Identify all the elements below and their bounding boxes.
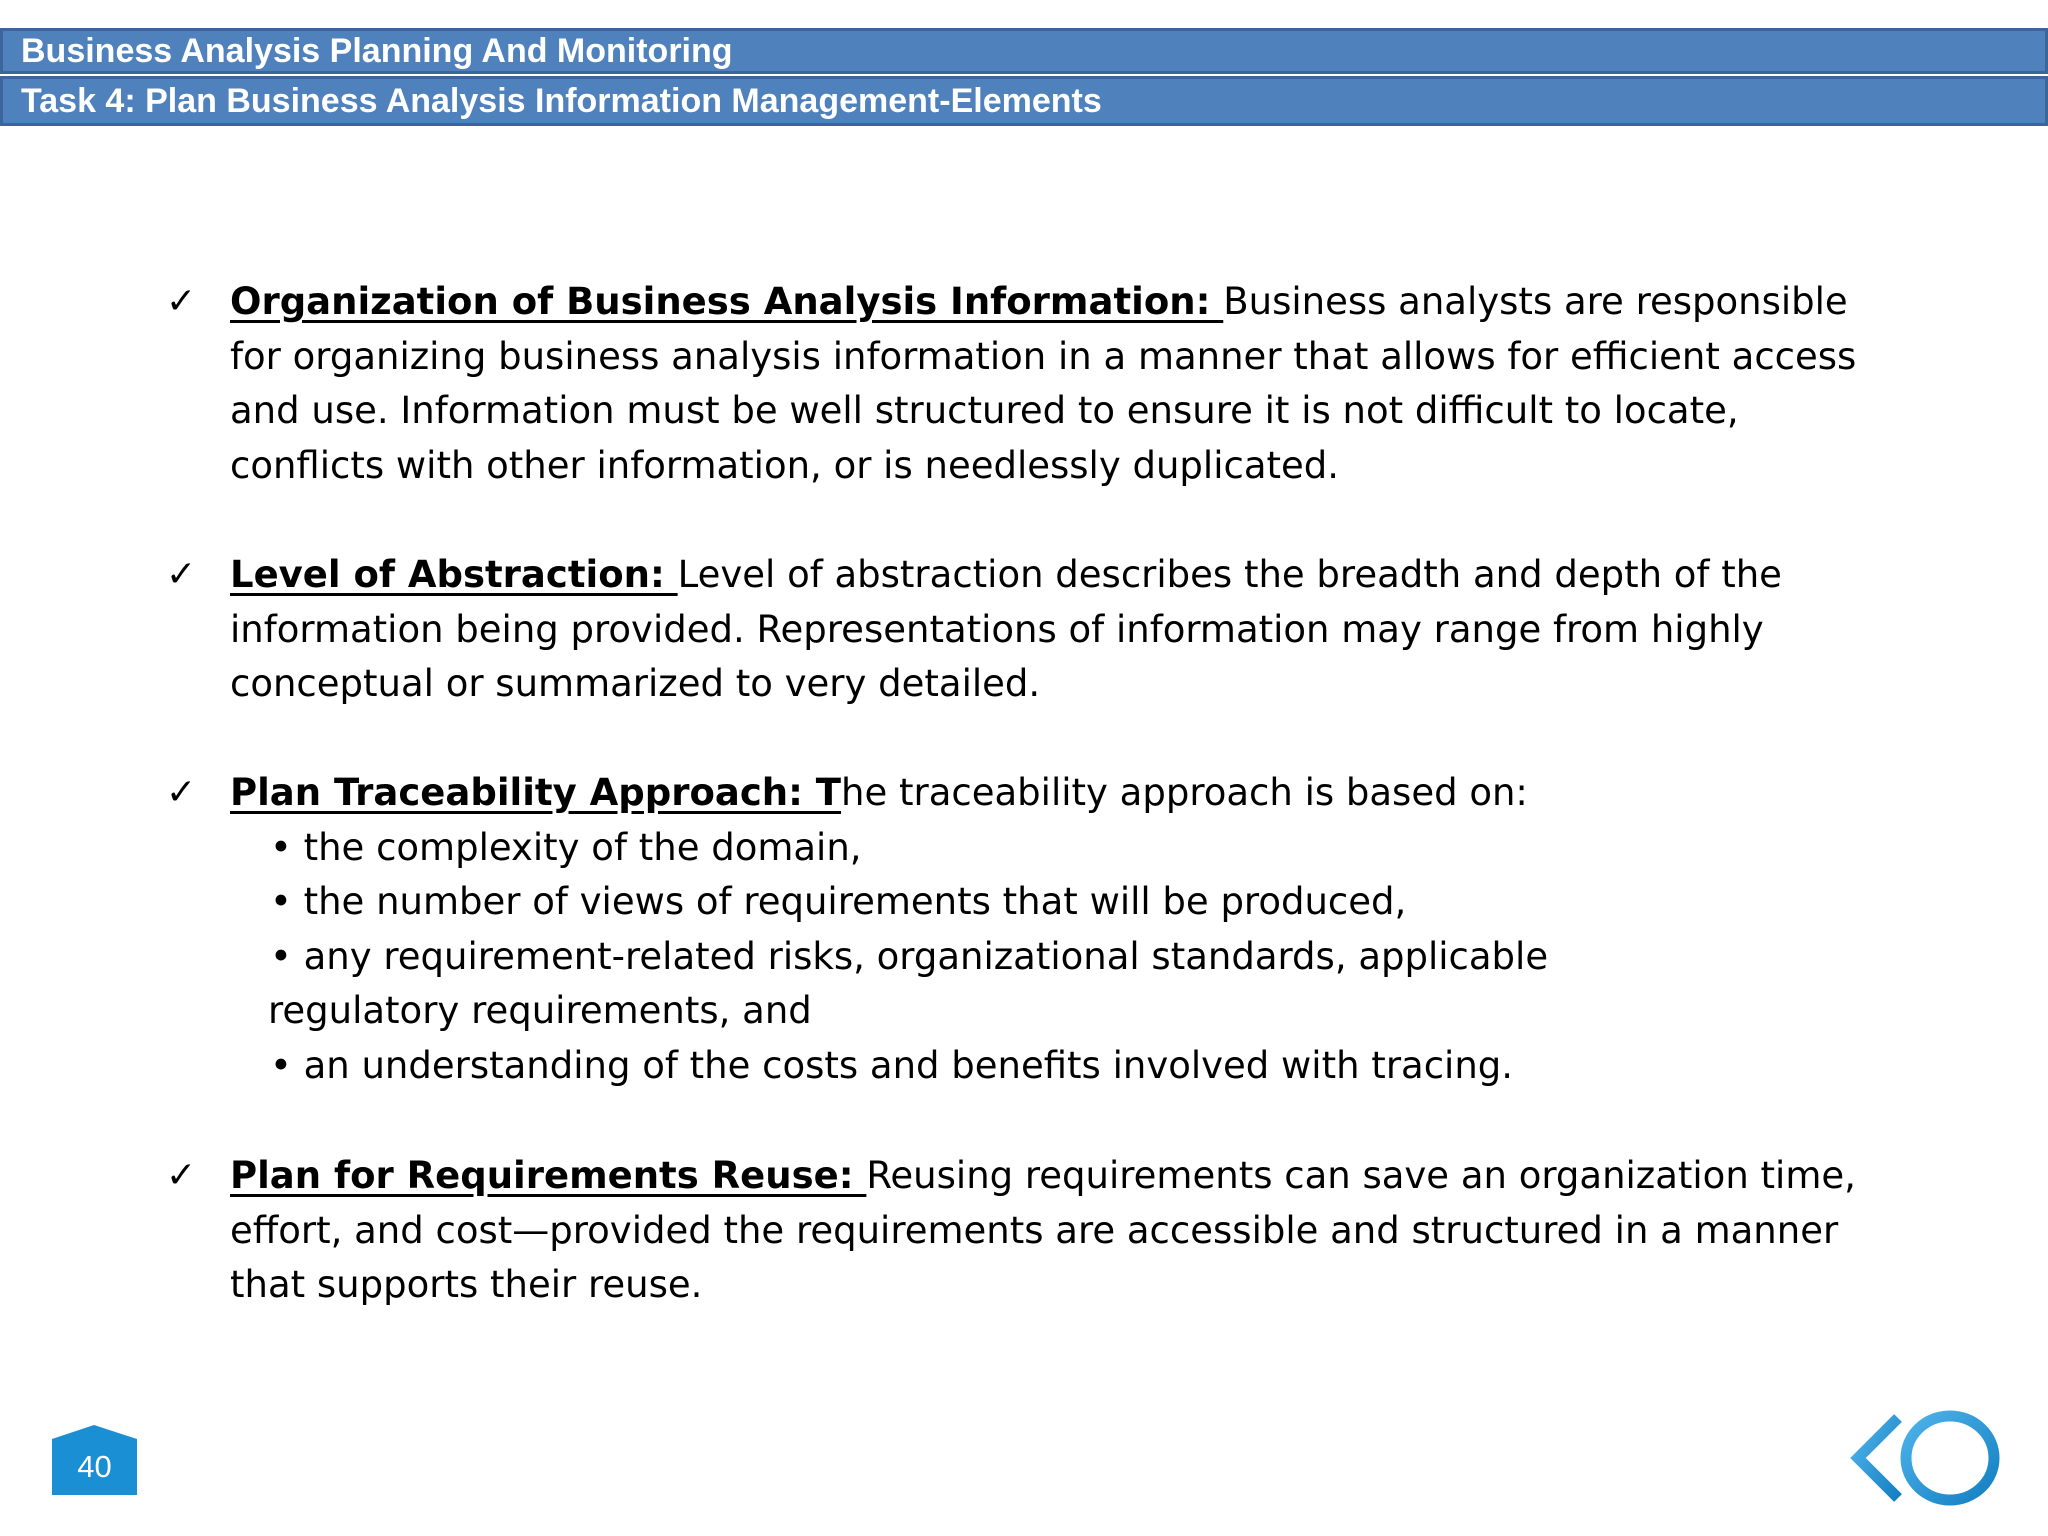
checkmark-icon: ✓ xyxy=(166,281,197,322)
sub-bullet: • an understanding of the costs and benefits involved with tracing. xyxy=(270,1043,1514,1087)
slide-title: Business Analysis Planning And Monitoring xyxy=(21,32,733,70)
list-item xyxy=(166,548,1870,712)
item-heading: Plan for Requirements Reuse: xyxy=(230,1154,867,1197)
slide-subtitle: Task 4: Plan Business Analysis Information Management-Elements xyxy=(21,82,1102,120)
sub-bullet: • the complexity of the domain, xyxy=(270,825,862,869)
item-text: Business analysts are responsible for organizing business analysis information in a manner that allows for efficient access and use. Information must be well structured to ensure it is not difficult to locate, conflicts with other information, or is needlessly duplicated. xyxy=(230,280,1857,487)
sub-bullet: • any requirement-related risks, organizational standards, applicable xyxy=(270,934,1549,978)
item-text: Level of abstraction describes the breadth and depth of the information being provided. Representations of information may range from highly conceptual or summarized to very detailed. xyxy=(230,553,1782,705)
list-item xyxy=(166,766,1870,1093)
item-heading: Level of Abstraction: xyxy=(230,553,678,596)
page-number: 40 xyxy=(77,1449,112,1484)
page-number-badge xyxy=(52,1439,137,1495)
item-text: Reusing requirements can save an organization time, effort, and cost—provided the requirements are accessible and structured in a manner that supports their reuse. xyxy=(230,1154,1856,1306)
item-heading: Plan Traceability Approach: T xyxy=(230,771,842,814)
sub-bullet: • the number of views of requirements that will be produced, xyxy=(270,880,1407,923)
checkmark-icon: ✓ xyxy=(166,554,197,595)
list-item xyxy=(166,275,1870,493)
checkmark-icon: ✓ xyxy=(166,1155,197,1196)
ko-logo-icon xyxy=(1840,1398,2010,1518)
item-heading: Organization of Business Analysis Information: xyxy=(230,280,1224,323)
checkmark-icon: ✓ xyxy=(166,772,197,813)
list-item xyxy=(166,1149,1870,1313)
item-text: he traceability approach is based on: xyxy=(841,771,1528,814)
sub-bullet: regulatory requirements, and xyxy=(268,989,812,1032)
